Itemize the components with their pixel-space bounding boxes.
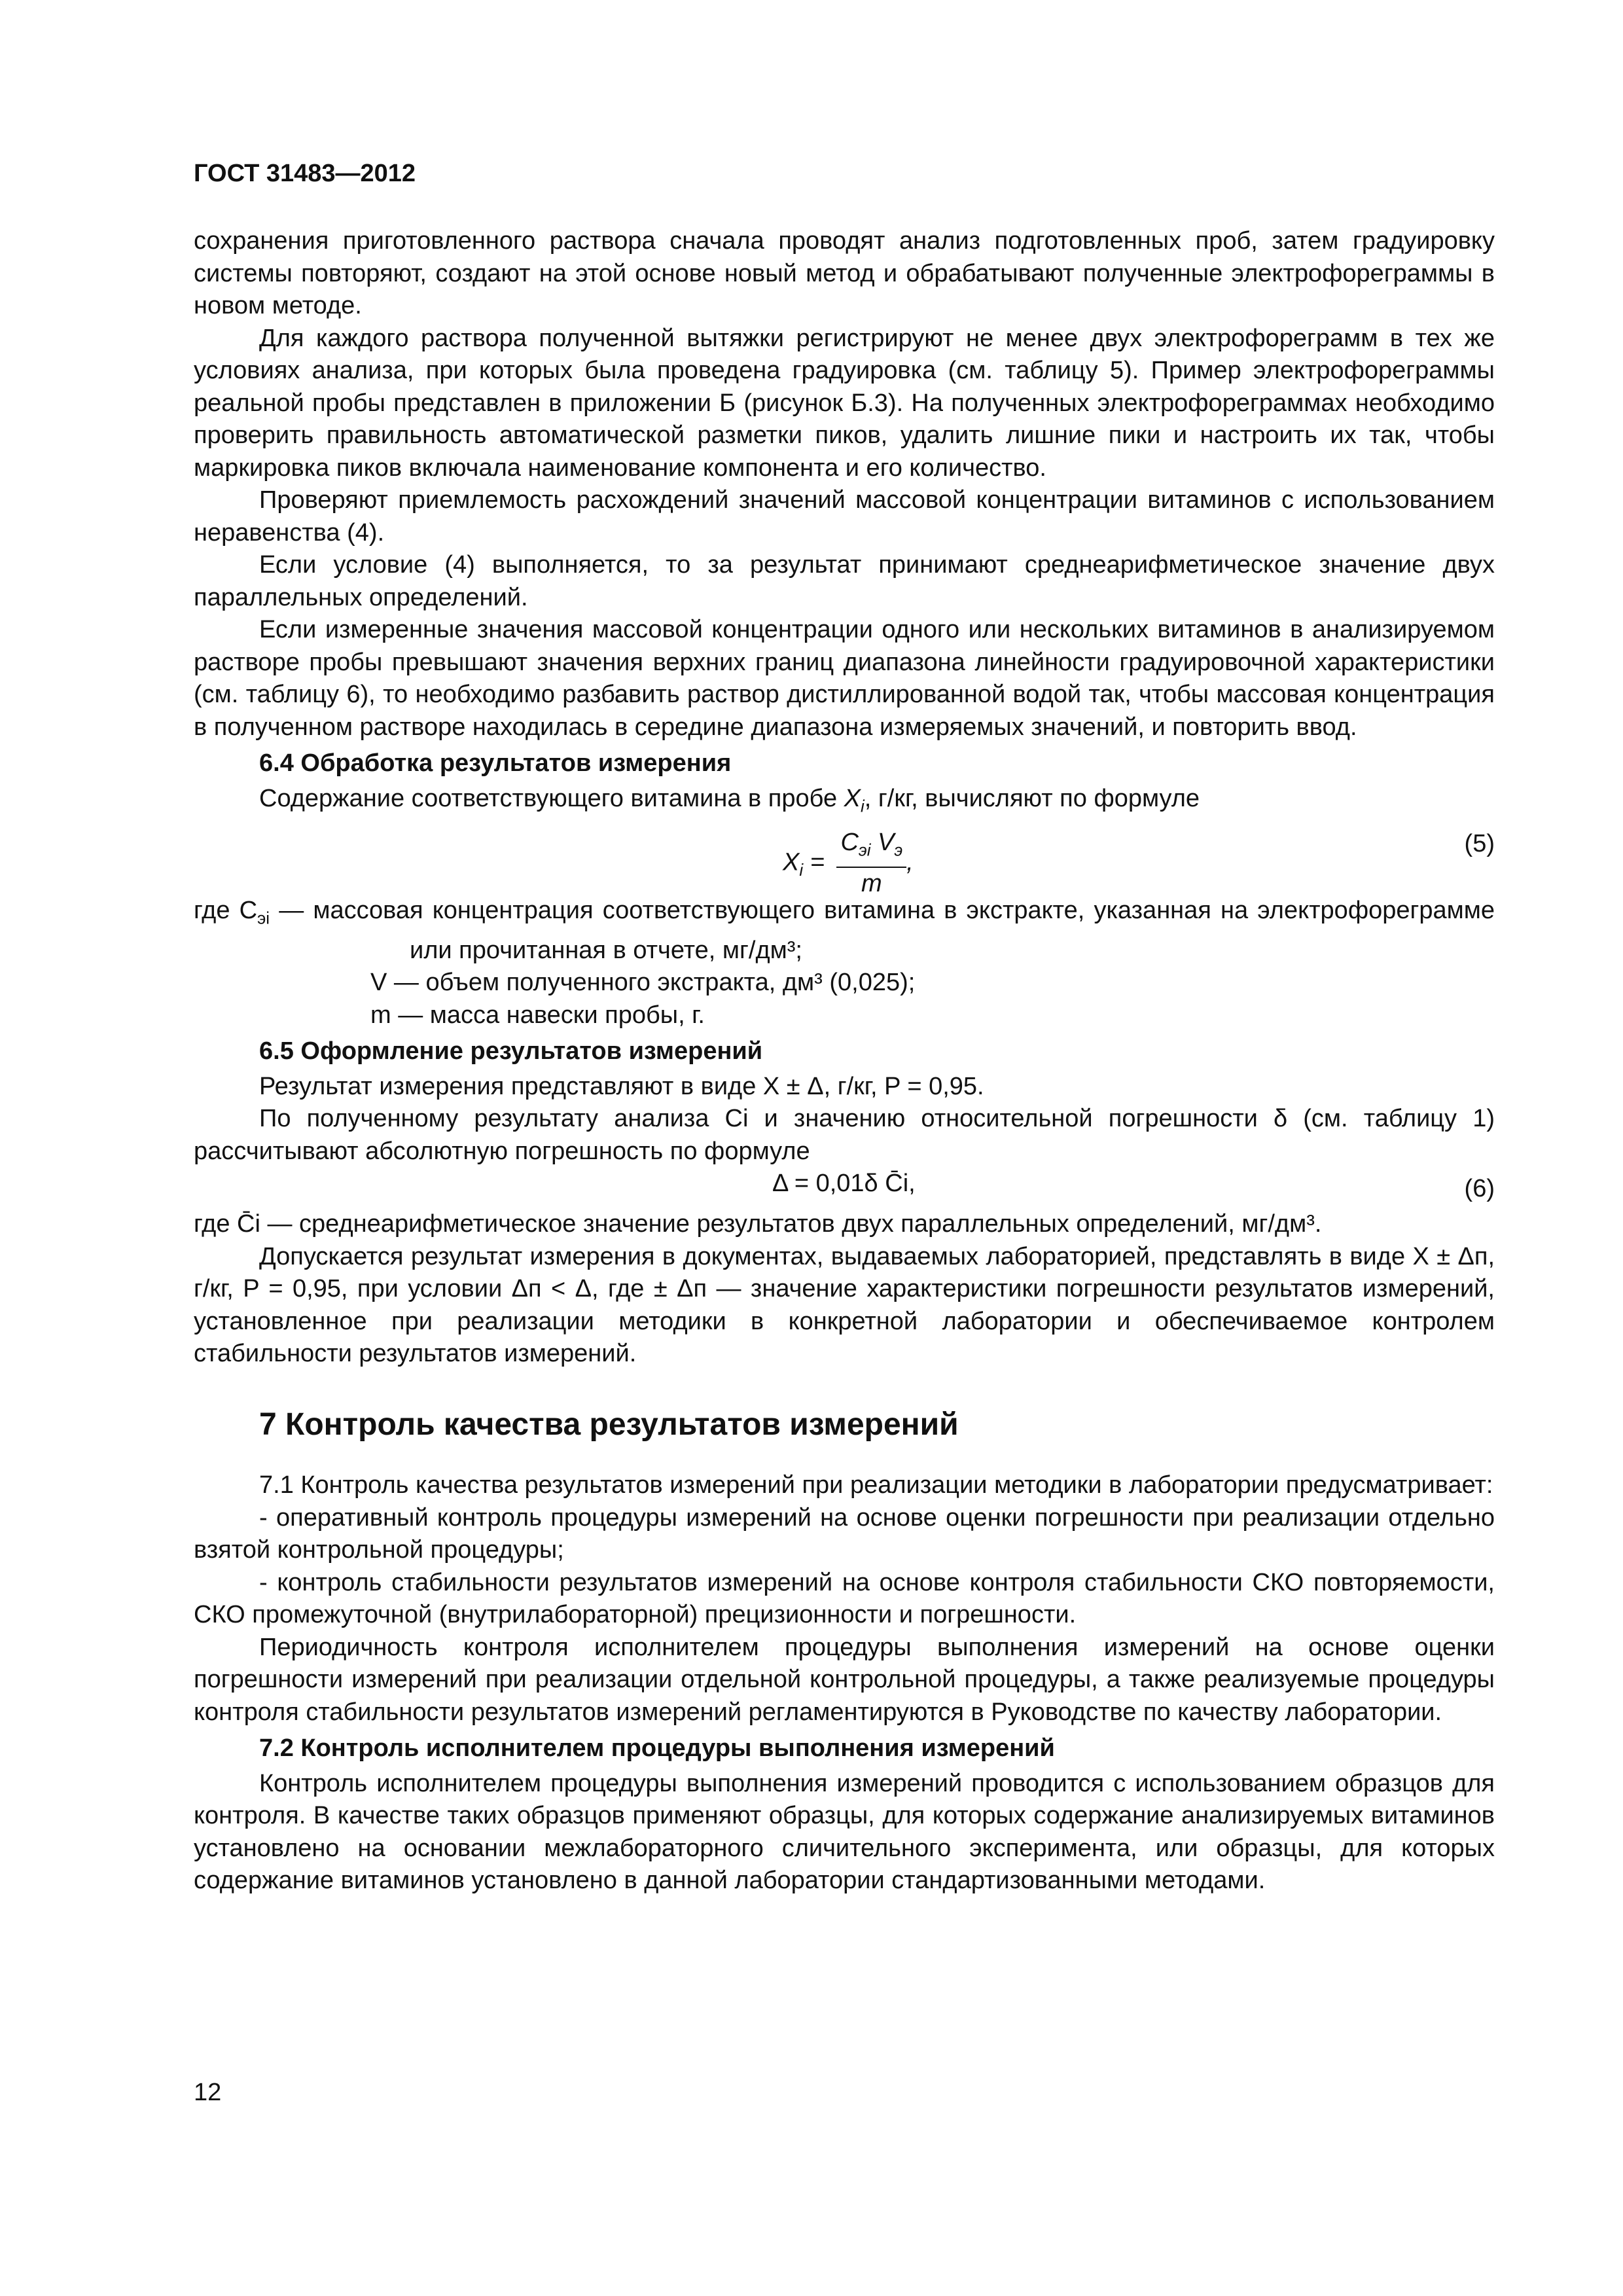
- where-line: где C̄i — среднеарифметическое значение результатов двух параллельных определений, мг/дм³.: [194, 1210, 1322, 1238]
- paragraph: По полученному результату анализа Ci и значению относительной погрешности δ (см. таблицу 1) рассчитывают абсолютную погрешность по формуле: [194, 1105, 1495, 1165]
- formula-number: (6): [1464, 1175, 1495, 1203]
- formula-intro: Содержание соответствующего витамина в пробе $X_i$, г/кг, вычисляют по формуле: [259, 784, 1200, 816]
- paragraph: Периодичность контроля исполнителем процедуры выполнения измерений на основе оценки погрешности измерений при реализации отдельной контрольной процедуры, а также реализуемые процедуры контроля стабильности результатов измерений регламентируются в Руководстве по качеству лаборатории.: [194, 1633, 1495, 1726]
- document-body: [194, 225, 1495, 1897]
- list-item: - оперативный контроль процедуры измерений на основе оценки погрешности при реализации отдельно взятой контрольной процедуры;: [194, 1503, 1495, 1564]
- paragraph: Если условие (4) выполняется, то за результат принимают среднеарифметическое значение двух параллельных определений.: [194, 551, 1495, 611]
- paragraph: Допускается результат измерения в документах, выдаваемых лабораторией, представлять в виде X ± Δп, г/кг, P = 0,95, при условии Δп < Δ, где ± Δп — значение характеристики погрешности результатов измерений, установленное при реализации методики в конкретной лаборатории и обеспечиваемое контролем стабильности результатов измерений.: [194, 1242, 1495, 1368]
- paragraph: 7.1 Контроль качества результатов измерений при реализации методики в лаборатории предусматривает:: [259, 1471, 1493, 1499]
- formula-6: [194, 1168, 1495, 1208]
- paragraph: Для каждого раствора полученной вытяжки регистрируют не менее двух электрофореграмм в тех же условиях анализа, при которых была проведена градуировка (см. таблицу 5). Пример электрофореграммы реальной пробы представлен в приложении Б (рисунок Б.3). На полученных электрофореграммах необходимо проверить правильность автоматической разметки пиков, удалить лишние пики и настроить их так, чтобы маркировка пиков включала наименование компонента и его количество.: [194, 324, 1495, 482]
- paragraph: Если измеренные значения массовой концентрации одного или нескольких витаминов в анализируемом растворе пробы превышают значения верхних границ диапазона линейности градуировочной характеристики (см. таблицу 6), то необходимо разбавить раствор дистиллированной водой так, чтобы массовая концентрация в полученном растворе находилась в середине диапазона измеряемых значений, и повторить ввод.: [194, 616, 1495, 741]
- paragraph: Проверяют приемлемость расхождений значений массовой концентрации витаминов с использованием неравенства (4).: [194, 486, 1495, 547]
- where-line: где $C_{эi}$ — массовая концентрация соответствующего витамина в экстракте, указанная на электрофореграмме или прочитанная в отчете, мг/дм³;: [194, 896, 1495, 964]
- formula-5: [194, 823, 1495, 895]
- section-heading-6-4: 6.4 Обработка результатов измерения: [259, 749, 732, 777]
- where-line: m — масса навески пробы, г.: [370, 1001, 705, 1029]
- formula-number: (5): [1464, 829, 1495, 857]
- paragraph: Контроль исполнителем процедуры выполнения измерений проводится с использованием образцов для контроля. В качестве таких образцов применяют образцы, для которых содержание анализируемых витаминов установлено на основании межлабораторного сличительного эксперимента, или образцы, для которых содержание витаминов установлено в данной лаборатории стандартизованными методами.: [194, 1769, 1495, 1895]
- section-heading-7-2: 7.2 Контроль исполнителем процедуры выполнения измерений: [259, 1734, 1055, 1763]
- paragraph: сохранения приготовленного раствора сначала проводят анализ подготовленных проб, затем градуировку системы повторяют, создают на этой основе новый метод и обрабатывают полученные электрофореграммы в новом методе.: [194, 227, 1495, 319]
- paragraph: Результат измерения представляют в виде X ± Δ, г/кг, P = 0,95.: [259, 1072, 984, 1100]
- where-line: V — объем полученного экстракта, дм³ (0,025);: [370, 969, 916, 997]
- formula-expression: $X_i$ = $\frac{C_{эi} V_э}{m}$ ,: [783, 827, 914, 901]
- formula-expression: Δ = 0,01δ C̄i,: [772, 1170, 916, 1198]
- section-heading-6-5: 6.5 Оформление результатов измерений: [259, 1037, 763, 1066]
- page-number: 12: [194, 2079, 222, 2106]
- list-item: - контроль стабильности результатов измерений на основе контроля стабильности СКО повторяемости, СКО промежуточной (внутрилабораторной) прецизионности и погрешности.: [194, 1568, 1495, 1629]
- document-header: ГОСТ 31483—2012: [194, 160, 416, 187]
- section-heading-7: 7 Контроль качества результатов измерений: [259, 1407, 959, 1442]
